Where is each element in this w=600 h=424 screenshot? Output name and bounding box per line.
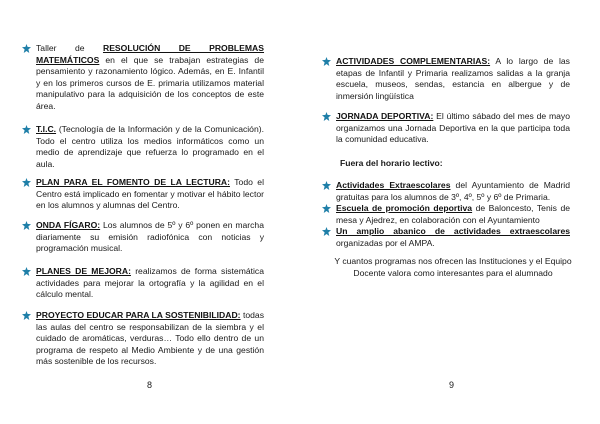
item-title: PLANES DE MEJORA: [36, 266, 131, 276]
item-title: Un amplio abanico de actividades extraescolares [336, 226, 570, 236]
star-bullet-icon [322, 181, 331, 190]
item-title: T.I.C. [36, 124, 57, 134]
item-title: PLAN PARA EL FOMENTO DE LA LECTURA: [36, 177, 230, 187]
item-sports-school: Escuela de promoción deportiva de Baloncesto, Tenis de mesa y Ajedrez, en colaboración con el Ayuntamiento [336, 203, 570, 226]
item-title: ACTIVIDADES COMPLEMENTARIAS: [336, 56, 491, 66]
star-bullet-icon [322, 204, 331, 213]
page-number: 9 [449, 380, 455, 390]
star-bullet-icon [22, 221, 31, 230]
after-hours-heading: Fuera del horario lectivo: [340, 158, 443, 168]
item-title: PROYECTO EDUCAR PARA LA SOSTENIBILIDAD: [36, 310, 241, 320]
item-improvement-plans: PLANES DE MEJORA: realizamos de forma sistemática actividades para mejorar la ortografía y la agilidad en el cálculo mental. [36, 266, 264, 301]
item-complementary-activities: ACTIVIDADES COMPLEMENTARIAS: A lo largo de las etapas de Infantil y Primaria realizamos salidas a la granja escuela, museos, sendas, estancia en albergue y de inmersión lingüística [336, 56, 570, 102]
closing-text: Y cuantos programas nos ofrecen las Instituciones y el Equipo Docente valora como interesantes para el alumnado [334, 256, 572, 278]
item-title: Actividades Extraescolares [336, 180, 451, 190]
item-title: JORNADA DEPORTIVA: [336, 111, 434, 121]
star-bullet-icon [22, 125, 31, 134]
star-bullet-icon [322, 227, 331, 236]
star-bullet-icon [22, 267, 31, 276]
item-reading-plan: PLAN PARA EL FOMENTO DE LA LECTURA: Todo el Centro está implicado en fomentar y motivar el hábito lector en los alumnos y alumnas del Centro. [36, 177, 264, 212]
item-title: RESOLUCIÓN DE PROBLEMAS MATEMÁTICOS [36, 43, 265, 65]
star-bullet-icon [22, 44, 31, 53]
item-ampa-activities: Un amplio abanico de actividades extraescolares organizadas por el AMPA. [336, 226, 570, 249]
item-onda-figaro: ONDA FÍGARO: Los alumnos de 5º y 6º ponen en marcha diariamente su emisión radiofónica con noticias y programación musical. [36, 220, 264, 255]
star-bullet-icon [22, 311, 31, 320]
right-page [300, 0, 600, 424]
star-bullet-icon [322, 112, 331, 121]
item-tic: T.I.C. (Tecnología de la Información y de la Comunicación). Todo el centro utiliza los medios informáticos como un medio de aprendizaje que refuerza lo programado en el aula. [36, 124, 264, 170]
item-title: ONDA FÍGARO: [36, 220, 101, 230]
item-title: Escuela de promoción deportiva [336, 203, 473, 213]
item-extracurricular: Actividades Extraescolares del Ayuntamiento de Madrid gratuitas para los alumnos de 3º, 4º, 5º y 6º de Primaria. [336, 180, 570, 203]
item-sports-day: JORNADA DEPORTIVA: El último sábado del mes de mayo organizamos una Jornada Deportiva en la que participa toda la comunidad educativa. [336, 111, 570, 146]
star-bullet-icon [322, 57, 331, 66]
item-problem-solving: Taller de RESOLUCIÓN DE PROBLEMAS MATEMÁTICOS en el que se trabajan estrategias de pensamiento y razonamiento lógico. Además, en E. Infantil y en los primeros cursos de E. primaria utilizamos material manipulativo para la adquisición de los conceptos de este área. [36, 43, 264, 113]
page-number: 8 [147, 380, 153, 390]
item-sustainability: PROYECTO EDUCAR PARA LA SOSTENIBILIDAD: todas las aulas del centro se responsabilizan de la siembra y el cuidado de aromáticas, verduras… Todo ello dentro de un programa de respeto al Medio Ambiente y de una gestión más sostenible de los recursos. [36, 310, 264, 368]
star-bullet-icon [22, 178, 31, 187]
